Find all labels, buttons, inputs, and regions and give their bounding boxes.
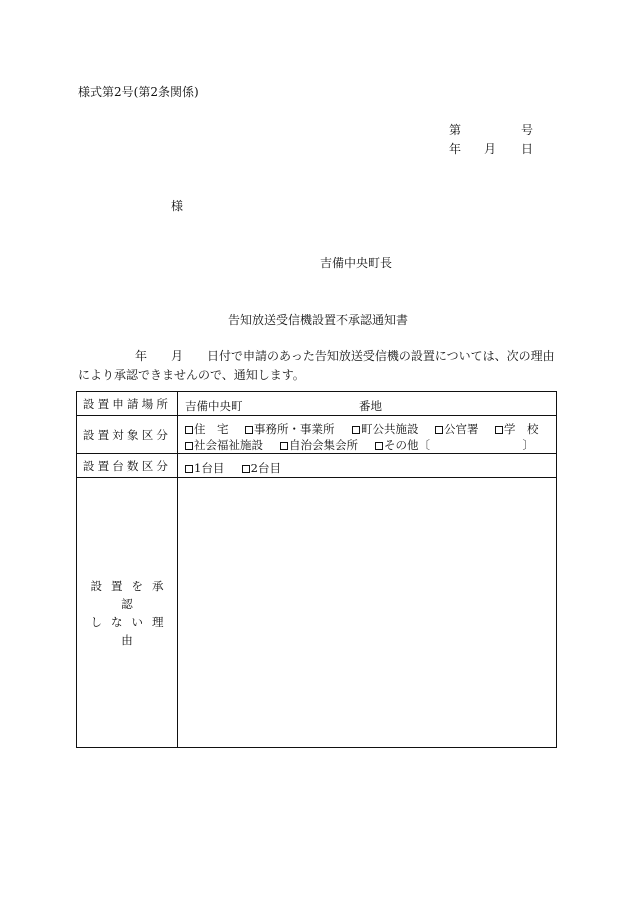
option-public-facility[interactable]: 町公共施設 [352, 421, 419, 437]
body-month-label: 月 [171, 349, 184, 363]
label-count: 設置台数区分 [77, 454, 178, 477]
label-category: 設置対象区分 [77, 416, 178, 453]
value-category [178, 416, 556, 453]
location-banchi: 番地 [359, 399, 382, 413]
checkbox-icon[interactable] [242, 465, 250, 473]
checkbox-icon[interactable] [352, 426, 360, 434]
checkbox-icon[interactable] [280, 442, 288, 450]
checkbox-icon[interactable] [185, 442, 193, 450]
value-reason[interactable] [178, 478, 556, 747]
label-reason-line1: 設置を承認 [90, 578, 173, 611]
row-reason [77, 478, 556, 747]
label-reason [77, 478, 178, 747]
value-location[interactable] [178, 392, 556, 415]
option-second-unit[interactable]: 2台目 [242, 461, 281, 475]
checkbox-icon[interactable] [435, 426, 443, 434]
date-day-label: 日 [521, 142, 534, 156]
option-welfare[interactable]: 社会福祉施設 [185, 437, 263, 453]
body-text-line2: により承認できませんので、通知します。 [78, 368, 305, 382]
option-other[interactable]: その他〔 [375, 437, 430, 453]
body-text-rest: 日付で申請のあった告知放送受信機の設置については、次の理由 [207, 349, 555, 363]
option-government-office[interactable]: 公官署 [435, 421, 479, 437]
form-number: 様式第2号(第2条関係) [78, 85, 199, 99]
checkbox-icon[interactable] [375, 442, 383, 450]
row-category [77, 416, 556, 454]
body-text-line1 [78, 350, 555, 362]
location-town: 吉備中央町 [185, 399, 243, 413]
document-title: 告知放送受信機設置不承認通知書 [228, 313, 409, 327]
document-number-prefix: 第 [449, 123, 462, 137]
option-school[interactable]: 学 校 [495, 421, 539, 437]
document-number-suffix: 号 [521, 123, 534, 137]
option-residence[interactable]: 住 宅 [185, 421, 229, 437]
date-year-label: 年 [449, 142, 462, 156]
option-other-close-bracket: 〕 [522, 438, 534, 452]
label-location: 設置申請場所 [77, 392, 178, 415]
date-month-label: 月 [484, 142, 497, 156]
addressee-honorific: 様 [171, 199, 184, 213]
label-reason-line2: しない理由 [90, 614, 173, 647]
checkbox-icon[interactable] [245, 426, 253, 434]
option-first-unit[interactable]: 1台目 [185, 461, 224, 475]
option-community-hall[interactable]: 自治会集会所 [280, 437, 358, 453]
row-location [77, 392, 556, 416]
checkbox-icon[interactable] [185, 465, 193, 473]
checkbox-icon[interactable] [495, 426, 503, 434]
application-table [76, 391, 557, 748]
checkbox-icon[interactable] [185, 426, 193, 434]
value-count [178, 454, 556, 477]
body-year-label: 年 [135, 349, 148, 363]
row-count [77, 454, 556, 478]
issuer-name: 吉備中央町長 [320, 256, 393, 270]
option-office[interactable]: 事務所・事業所 [245, 421, 335, 437]
